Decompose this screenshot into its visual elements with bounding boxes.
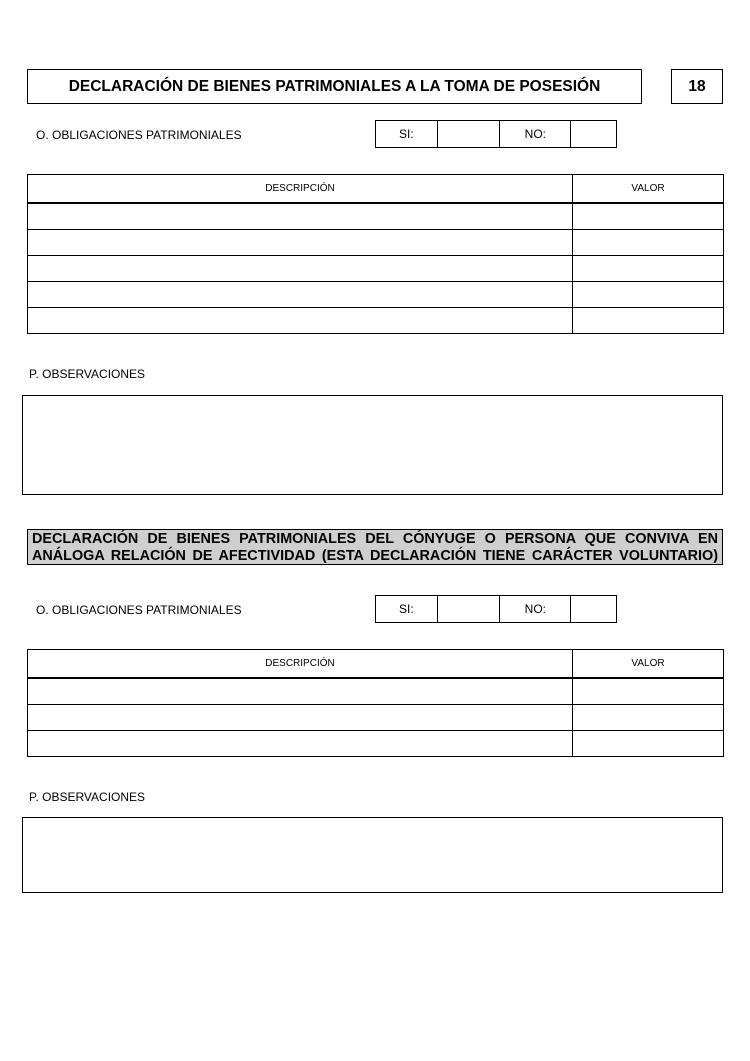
table-row (28, 705, 724, 731)
yes-checkbox[interactable] (438, 121, 501, 147)
table-row (28, 230, 724, 256)
observations-field[interactable] (22, 395, 723, 495)
description-cell[interactable] (28, 203, 573, 230)
description-cell[interactable] (28, 256, 573, 282)
table-header-row (28, 650, 724, 679)
value-cell[interactable] (573, 230, 724, 256)
table-row (28, 308, 724, 334)
form-title (27, 69, 642, 104)
column-header-value: VALOR (573, 650, 724, 679)
obligations-label: O. OBLIGACIONES PATRIMONIALES (36, 128, 242, 142)
table-row (28, 203, 724, 230)
no-checkbox[interactable] (571, 121, 616, 147)
table-row (28, 731, 724, 757)
spouse-observations-label: P. OBSERVACIONES (29, 790, 146, 804)
value-cell[interactable] (573, 256, 724, 282)
value-cell[interactable] (573, 203, 724, 230)
spouse-banner-line-1: DECLARACIÓN DE BIENES PATRIMONIALES DEL CÓNYUGE O PERSONA QUE CONVIVA EN (32, 531, 718, 547)
spouse-obligations-yes-no (375, 595, 617, 623)
observations-label: P. OBSERVACIONES (29, 367, 146, 381)
no-label: NO: (500, 596, 571, 622)
page-number: 18 (688, 77, 706, 95)
no-checkbox[interactable] (571, 596, 616, 622)
page-number-box (671, 69, 723, 104)
table-header-row (28, 175, 724, 204)
column-header-description: DESCRIPCIÓN (28, 650, 573, 679)
table-row (28, 256, 724, 282)
obligations-table (27, 174, 724, 334)
table-row (28, 678, 724, 705)
description-cell[interactable] (28, 230, 573, 256)
value-cell[interactable] (573, 282, 724, 308)
value-cell[interactable] (573, 705, 724, 731)
spouse-obligations-table (27, 649, 724, 757)
spouse-obligations-label: O. OBLIGACIONES PATRIMONIALES (36, 603, 242, 617)
yes-label: SI: (376, 596, 438, 622)
spouse-declaration-banner (27, 529, 723, 565)
yes-label: SI: (376, 121, 438, 147)
value-cell[interactable] (573, 308, 724, 334)
obligations-yes-no (375, 120, 617, 148)
table-row (28, 282, 724, 308)
yes-checkbox[interactable] (438, 596, 501, 622)
spouse-banner-line-2: ANÁLOGA RELACIÓN DE AFECTIVIDAD (ESTA DECLARACIÓN TIENE CARÁCTER VOLUNTARIO) (32, 548, 718, 564)
column-header-description: DESCRIPCIÓN (28, 175, 573, 204)
description-cell[interactable] (28, 678, 573, 705)
no-label: NO: (500, 121, 571, 147)
description-cell[interactable] (28, 705, 573, 731)
form-title-text: DECLARACIÓN DE BIENES PATRIMONIALES A LA TOMA DE POSESIÓN (68, 77, 601, 95)
description-cell[interactable] (28, 308, 573, 334)
description-cell[interactable] (28, 731, 573, 757)
column-header-value: VALOR (573, 175, 724, 204)
description-cell[interactable] (28, 282, 573, 308)
value-cell[interactable] (573, 731, 724, 757)
spouse-observations-field[interactable] (22, 817, 723, 893)
value-cell[interactable] (573, 678, 724, 705)
